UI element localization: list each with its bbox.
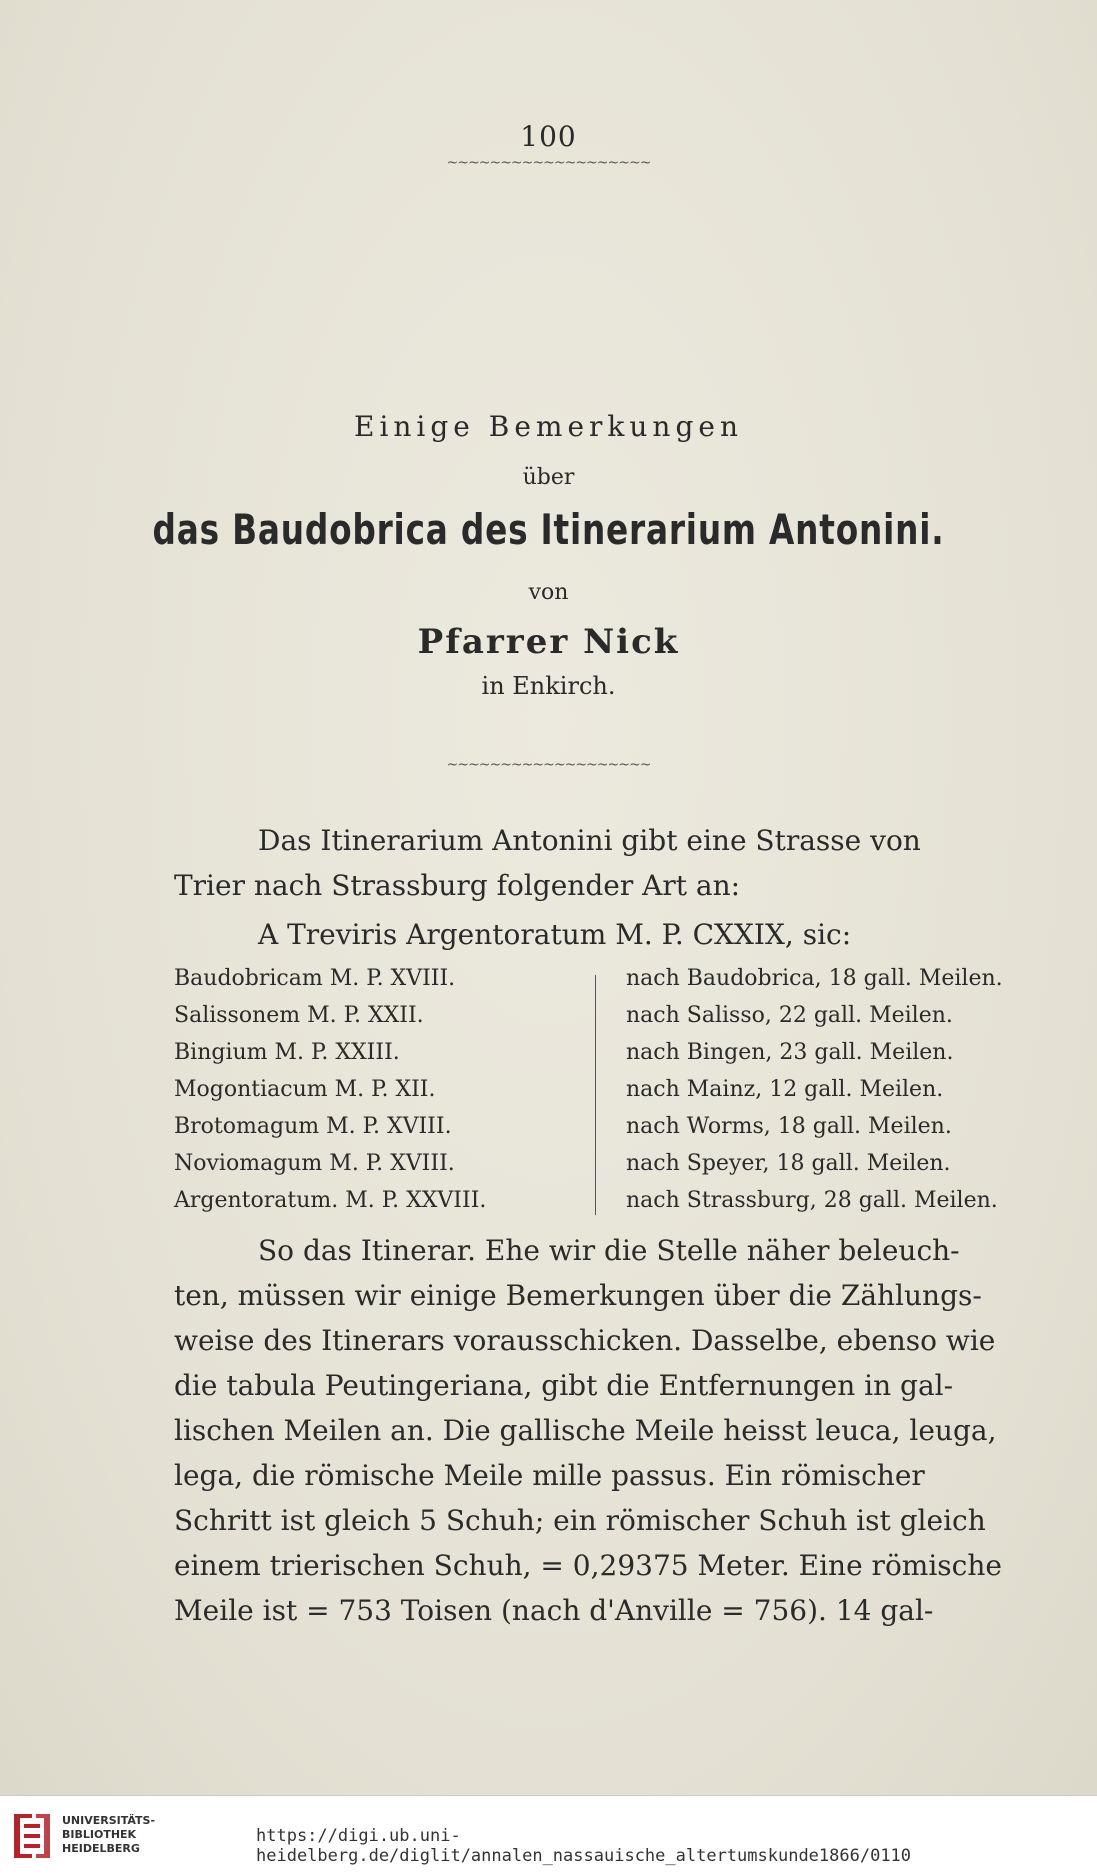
column-divider: [595, 975, 596, 1215]
station-latin: Bingium M. P. XXIII.: [174, 1040, 400, 1065]
station-german: nach Salisso, 22 gall. Meilen.: [626, 1003, 953, 1028]
station-latin: Salissonem M. P. XXII.: [174, 1003, 424, 1028]
library-name: [62, 1814, 155, 1856]
station-latin: Argentoratum. M. P. XXVIII.: [174, 1188, 487, 1213]
body-line: Meile ist = 753 Toisen (nach d'Anville = 756). 14 gal-: [174, 1594, 934, 1627]
station-german: nach Mainz, 12 gall. Meilen.: [626, 1077, 944, 1102]
library-name-line: HEIDELBERG: [62, 1842, 140, 1855]
station-german: nach Strassburg, 28 gall. Meilen.: [626, 1188, 998, 1213]
station-latin: Mogontiacum M. P. XII.: [174, 1077, 436, 1102]
body-line: Schritt ist gleich 5 Schuh; ein römischer Schuh ist gleich: [174, 1504, 986, 1537]
station-german: nach Worms, 18 gall. Meilen.: [626, 1114, 952, 1139]
body-line: lega, die römische Meile mille passus. Ein römischer: [174, 1459, 925, 1492]
intro-line1: Das Itinerarium Antonini gibt eine Strasse von: [258, 824, 921, 857]
ornament-middle: ~~~~~~~~~~~~~~~~~~~: [446, 757, 651, 773]
station-latin: Brotomagum M. P. XVIII.: [174, 1114, 452, 1139]
station-latin: Noviomagum M. P. XVIII.: [174, 1151, 455, 1176]
article-title: das Baudobrica des Itinerarium Antonini.: [152, 505, 945, 554]
heading-line2: über: [522, 465, 575, 490]
station-latin: Baudobricam M. P. XVIII.: [174, 966, 456, 991]
body-line: So das Itinerar. Ehe wir die Stelle näher beleuch-: [258, 1234, 960, 1267]
body-line: ten, müssen wir einige Bemerkungen über die Zählungs-: [174, 1279, 982, 1312]
author-name: Pfarrer Nick: [417, 622, 680, 662]
footer-bar: [0, 1795, 1097, 1875]
library-name-line: BIBLIOTHEK: [62, 1828, 137, 1841]
body-line: die tabula Peutingeriana, gibt die Entfernungen in gal-: [174, 1369, 954, 1402]
body-line: weise des Itinerars vorausschicken. Dasselbe, ebenso wie: [174, 1324, 996, 1357]
ornament-top: ~~~~~~~~~~~~~~~~~~~: [446, 155, 651, 171]
heading-line1: Einige Bemerkungen: [354, 410, 743, 443]
library-logo-icon[interactable]: [10, 1810, 54, 1862]
page-number: 100: [520, 120, 577, 153]
source-url-link[interactable]: https://digi.ub.uni-heidelberg.de/diglit/annalen_nassauische_altertumskunde1866/0110: [256, 1826, 912, 1866]
intro-line2: Trier nach Strassburg folgender Art an:: [174, 869, 741, 902]
body-line: lischen Meilen an. Die gallische Meile heisst leuca, leuga,: [174, 1414, 997, 1447]
heading-von: von: [528, 580, 569, 605]
station-german: nach Bingen, 23 gall. Meilen.: [626, 1040, 954, 1065]
body-line: einem trierischen Schuh, = 0,29375 Meter. Eine römische: [174, 1549, 1002, 1582]
station-german: nach Baudobrica, 18 gall. Meilen.: [626, 966, 1003, 991]
author-place: in Enkirch.: [481, 672, 616, 700]
route-heading: A Treviris Argentoratum M. P. CXXIX, sic:: [258, 918, 852, 951]
library-name-line: UNIVERSITÄTS-: [62, 1814, 156, 1827]
station-german: nach Speyer, 18 gall. Meilen.: [626, 1151, 951, 1176]
